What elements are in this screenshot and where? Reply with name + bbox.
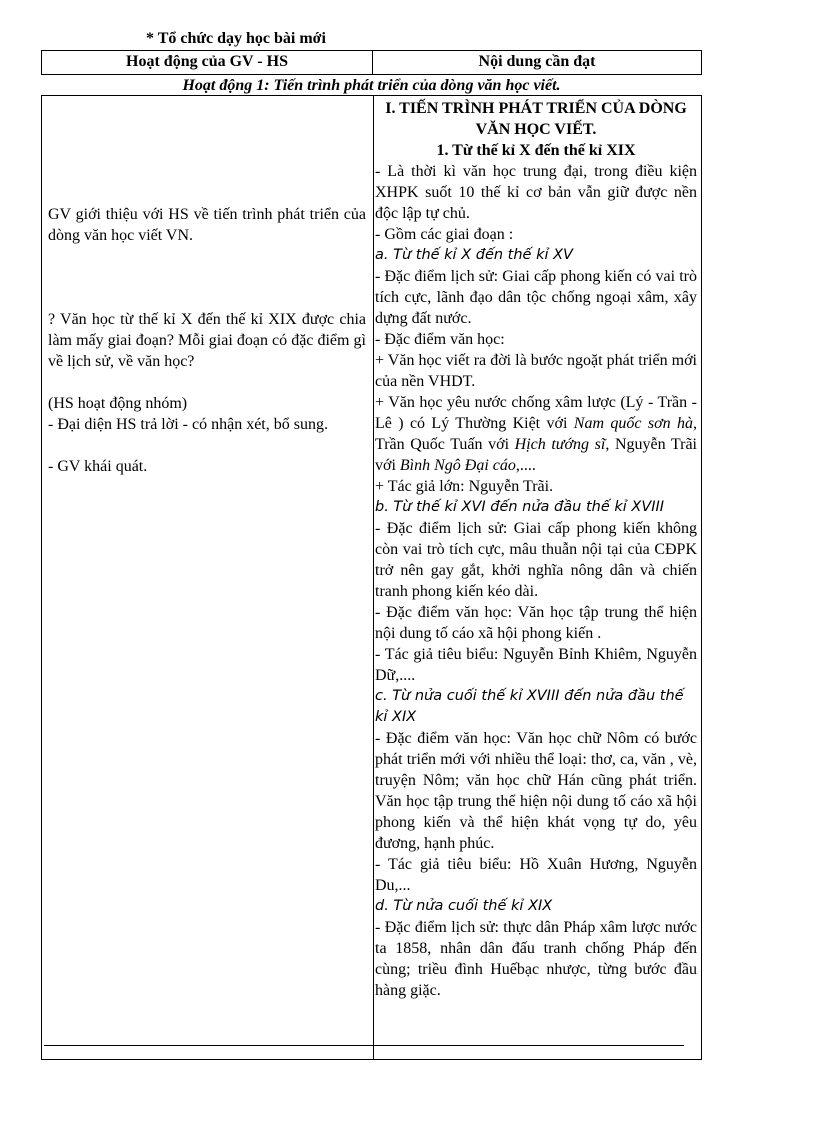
student-answer-note: - Đại diện HS trả lời - có nhận xét, bổ sung. xyxy=(48,416,328,433)
header-required-content: Nội dung cần đạt xyxy=(478,53,596,70)
stage-d-history: - Đặc điểm lịch sử: thực dân Pháp xâm lược nước ta 1858, nhân dân đấu tranh chống Pháp đến cùng; triều đình Huếbạc nhược, từng bước đầu hàng giặc. xyxy=(375,919,697,999)
work-title: Hịch tướng sĩ xyxy=(514,436,606,453)
stages-intro: - Gồm các giai đoạn : xyxy=(375,226,514,243)
text-segment: ,.... xyxy=(515,457,536,474)
table-header xyxy=(41,50,702,75)
teacher-summary-note: - GV khái quát. xyxy=(48,458,148,475)
period-overview: - Là thời kì văn học trung đại, trong điều kiện XHPK suốt 10 thế kỉ cơ bản vẫn giữ được nền độc lập tự chủ. xyxy=(375,163,697,222)
right-column xyxy=(375,98,697,1001)
header-teacher-student-activity: Hoạt động của GV - HS xyxy=(42,51,373,74)
stage-b-heading: b. Từ thế kỉ XVI đến nửa đầu thế kỉ XVIII xyxy=(375,499,665,515)
page-heading: * Tổ chức dạy học bài mới xyxy=(146,30,326,47)
stage-a-literature-1: + Văn học viết ra đời là bước ngoặt phát triển mới của nền VHDT. xyxy=(375,352,697,390)
group-work-note: (HS hoạt động nhóm) xyxy=(48,395,188,412)
stage-a-literature-2 xyxy=(375,392,697,476)
subsection-title: 1. Từ thế kỉ X đến thế kỉ XIX xyxy=(436,142,636,159)
stage-a-author: + Tác giả lớn: Nguyễn Trãi. xyxy=(375,478,554,495)
stage-a-history: - Đặc điểm lịch sử: Giai cấp phong kiến có vai trò tích cực, lãnh đạo dân tộc chống ngoại xâm, xây dựng đất nước. xyxy=(375,268,697,327)
text-segment: , Nguyễn Trãi với xyxy=(375,436,698,474)
stage-a-heading: a. Từ thế kỉ X đến thế kỉ XV xyxy=(375,247,573,263)
work-title: Bình Ngô Đại cáo xyxy=(399,457,516,474)
footer-rule xyxy=(44,1045,684,1046)
stage-b-history: - Đặc điểm lịch sử: Giai cấp phong kiến không còn vai trò tích cực, mâu thuẫn nội tại của CĐPK trở nên gay gắt, khởi nghĩa nông dân và chiến tranh phong kiến kéo dài. xyxy=(375,520,697,600)
stage-a-literature-label: - Đặc điểm văn học: xyxy=(375,331,505,348)
stage-c-literature: - Đặc điểm văn học: Văn học chữ Nôm có bước phát triển mới với nhiều thể loại: thơ, ca, văn , vè, truyện Nôm; văn học chữ Hán cũng phát triển. Văn học tập trung thể hiện nội dung tố cáo xã hội phong kiến và thể hiện khát vọng tự do, yêu đương, hạnh phúc. xyxy=(375,730,697,852)
teacher-question: ? Văn học từ thế kỉ X đến thế kỉ XIX được chia làm mấy giai đoạn? Mỗi giai đoạn có đặc điểm gì về lịch sử, về văn học? xyxy=(48,311,366,370)
stage-b-literature: - Đặc điểm văn học: Văn học tập trung thể hiện nội dung tố cáo xã hội phong kiến . xyxy=(375,604,697,642)
section-title: I. TIẾN TRÌNH PHÁT TRIỂN CỦA DÒNG VĂN HỌC VIẾT. xyxy=(385,100,687,138)
stage-c-heading: c. Từ nửa cuối thế kỉ XVIII đến nửa đầu thế kỉ XIX xyxy=(375,688,684,725)
text-segment: , Trần Quốc Tuấn với xyxy=(375,415,697,453)
stage-c-authors: - Tác giả tiêu biểu: Hồ Xuân Hương, Nguyễn Du,... xyxy=(375,856,697,894)
stage-d-heading: d. Từ nửa cuối thế kỉ XIX xyxy=(375,898,553,914)
stage-b-authors: - Tác giả tiêu biểu: Nguyễn Bỉnh Khiêm, Nguyễn Dữ,.... xyxy=(375,646,697,684)
column-divider xyxy=(373,96,374,1059)
teacher-intro: GV giới thiệu với HS về tiến trình phát triển của dòng văn học viết VN. xyxy=(48,206,366,244)
main-table xyxy=(41,95,702,1060)
activity-title: Hoạt động 1: Tiến trình phát triển của dòng văn học viết. xyxy=(182,77,561,94)
text-segment: + Văn học yêu nước chống xâm lược (Lý - Trần - Lê ) có Lý Thường Kiệt với xyxy=(375,394,697,432)
work-title: Nam quốc sơn hà xyxy=(573,415,693,432)
